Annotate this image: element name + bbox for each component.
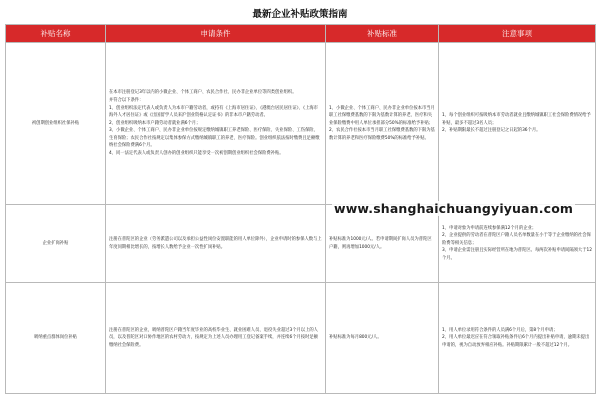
condition-item: 注册在普陀区的企业（劳务派遣公司以及承担公益性岗位安置职能的用人单位除外），企业申请时的参保人数与上年度同期相比增长的，按增长人数给予企业一次性扩岗补贴。	[109, 236, 322, 250]
note-item: 1、每个创业组织可按吸纳本市劳动者就业且缴纳城镇职工社会保险费情况给予补贴，最多不超过3名人员；	[442, 113, 591, 126]
note-item: 1、申请对象为申请前连续参保满12个月的企业；	[442, 225, 537, 231]
notes-cell	[439, 205, 596, 283]
standard-item: 1、小微企业、个体工商户、民办非企业单位按本市当月职工社保缴费基数的下限为基数计算的养老、医疗和失业保险缴费中用人单位承担部分50%的标准给予补贴；	[329, 105, 435, 126]
table-row	[6, 283, 596, 394]
condition-item: 并符合以下条件：	[109, 97, 144, 103]
conditions-cell	[106, 205, 326, 283]
header-subsidy-name: 补贴名称	[6, 25, 106, 43]
standard-cell	[326, 283, 439, 394]
condition-item: 3、小微企业、个体工商户、民办非企业单位按规定缴纳城镇职工养老保险、医疗保险、失业保险、工伤保险、生育保险；农民合作社按规定以集体参保方式缴纳城镇职工的养老、医疗保险。创业组织依法按时缴费且足额缴纳社会保险费满6个月。	[109, 128, 320, 149]
notes-cell	[439, 283, 596, 394]
notes-cell	[439, 43, 596, 205]
table-row	[6, 43, 596, 205]
condition-item: 在本市注册登记3年以内的小微企业、个体工商户、农民合作社、民办非企业单位等四类创业组织。	[109, 90, 297, 96]
page-title: 最新企业补贴政策指南	[252, 9, 348, 20]
conditions-cell	[106, 283, 326, 394]
conditions-cell	[106, 43, 326, 205]
note-item: 3、申请企业需注册且实际经营所在地为普陀区。每两次补贴申请间隔须大于12个月。	[442, 248, 592, 261]
note-item: 1、用人单位录用符合条件的人员满6个月后，第8个月申请；	[442, 327, 558, 333]
subsidy-name: 吸纳重点群体岗位补贴	[6, 283, 106, 394]
note-item: 2、补贴期限最长不超过注册登记之日起的36个月。	[442, 128, 541, 134]
website-watermark: www.shanghaichuangyiyuan.com	[334, 201, 574, 216]
table-row	[6, 205, 596, 283]
standard-cell	[326, 43, 439, 205]
subsidy-name: 企业扩岗补贴	[6, 205, 106, 283]
standard-cell	[326, 205, 439, 283]
header-conditions: 申请条件	[106, 25, 326, 43]
standard-item: 补贴标准为1000元/人。若申请期间扩岗人员为普陀区户籍，则再增加1000元/人。	[329, 236, 432, 250]
standard-item: 补贴标准为每月800元/人。	[329, 335, 382, 341]
condition-item: 1、创业组织法定代表人或负责人为本市户籍劳动者，或持有《上海市居住证》、《港澳台居民居住证》、《上海市海外人才居住证》或《出国留学人员来沪创业资格认定证书》的非本市户籍劳动者。	[109, 105, 318, 119]
condition-item: 4、同一法定代表人或负责人创办的创业组织只能享受一次初创期创业组织社会保险费补贴。	[109, 151, 284, 157]
condition-item: 注册在普陀区的企业，吸纳普陀区户籍当年度毕业的高校毕业生、就业困难人员、退役失业超过3个月以上的人员，以及普陀区对口协作地区的农村劳动力，按规定为上述人员办理用工登记备案手续，并连续6个月按时足额缴纳社会保险费。	[109, 327, 318, 348]
subsidy-name: 初创期创业组织社保补贴	[6, 43, 106, 205]
condition-item: 2、创业组织吸纳本市户籍劳动者就业满6个月；	[109, 120, 201, 126]
header-notes: 注意事项	[439, 25, 596, 43]
note-item: 2、用人单位最迟应在符合领取补贴条件后6个月内提出补贴申请，逾期未提出申请的，视为自动放弃相应补贴。补贴期限累计一般不超过12个月。	[442, 335, 590, 348]
standard-item: 2、农民合作社按本市当月职工社保缴费基数的下限为基数计算的养老和医疗保险缴费50%的标准给予补贴。	[329, 128, 435, 141]
header-standard: 补贴标准	[326, 25, 439, 43]
table-header-row	[6, 25, 596, 43]
note-item: 2、企业提供的劳动者在普陀区户籍人员名单数量在小于等于企业缴纳的社会保险费等相关信息；	[442, 233, 591, 246]
